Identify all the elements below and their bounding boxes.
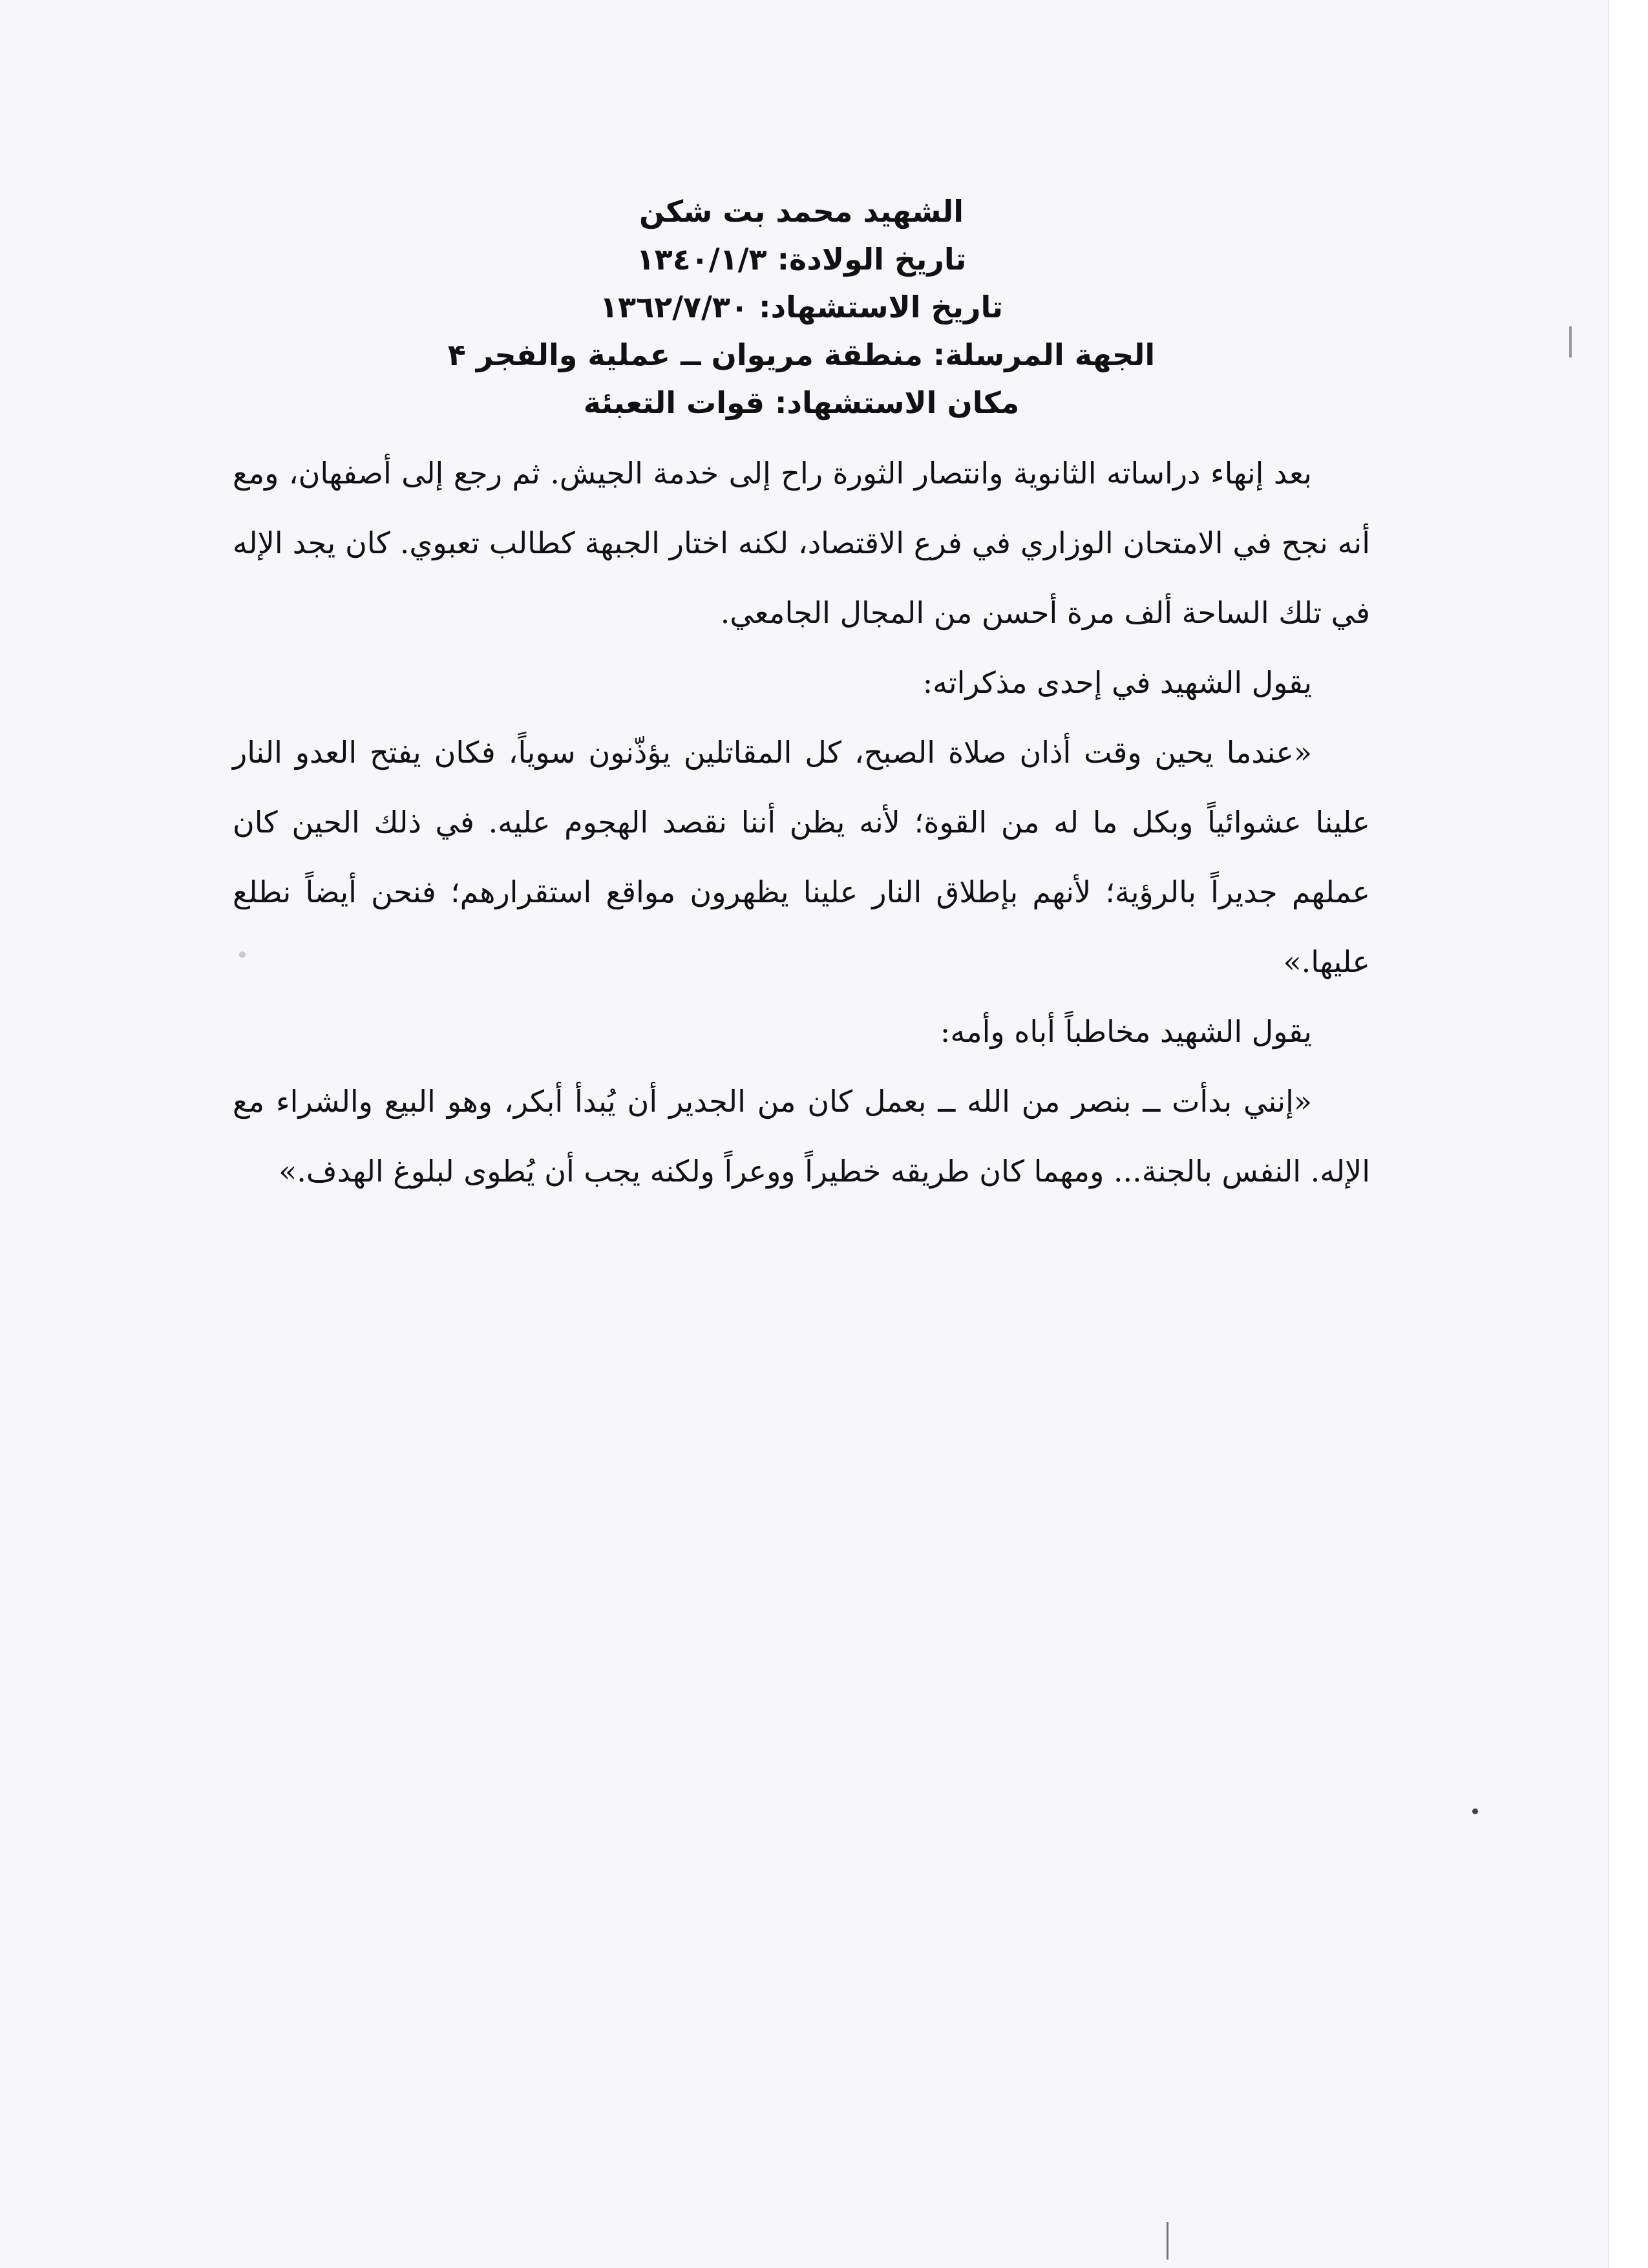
dispatching-party: الجهة المرسلة: منطقة مريوان ــ عملية والفجر ۴: [447, 337, 1156, 372]
parents-intro: يقول الشهيد مخاطباً أباه وأمه:: [940, 1014, 1312, 1049]
scanner-edge: [1608, 0, 1648, 2268]
martyrdom-place: مكان الاستشهاد: قوات التعبئة: [583, 385, 1020, 420]
birth-date: تاريخ الولادة: ١٣٤٠/١/٣: [636, 242, 967, 277]
scan-mark-right: [1569, 326, 1572, 357]
parents-quote: «إنني بدأت ــ بنصر من الله ــ بعمل كان من الجدير أن يُبدأ أبكر، وهو البيع والشراء مع الإله. النفس بالجنة... ومهما كان طريقه خطيراً ووعراً ولكنه يجب أن يُطوى لبلوغ الهدف.»: [233, 1084, 1370, 1189]
document-body: [233, 187, 1370, 1206]
header-block: [233, 187, 1370, 427]
memoir-quote: «عندما يحين وقت أذان صلاة الصبح، كل المقاتلين يؤذّنون سوياً، فكان يفتح العدو النار علينا عشوائياً وبكل ما له من القوة؛ لأنه يظن أننا نقصد الهجوم عليه. في ذلك الحين كان عملهم جديراً بالرؤية؛ لأنهم بإطلاق النار علينا يظهرون مواقع استقرارهم؛ فنحن أيضاً نطلع عليها.»: [233, 735, 1370, 979]
scan-speck: [1472, 1808, 1478, 1814]
martyr-name-title: الشهيد محمد بت شكن: [639, 194, 964, 229]
memoir-intro: يقول الشهيد في إحدى مذكراته:: [922, 665, 1312, 700]
biography-paragraph: بعد إنهاء دراساته الثانوية وانتصار الثورة راح إلى خدمة الجيش. ثم رجع إلى أصفهان، ومع أنه نجح في الامتحان الوزاري في فرع الاقتصاد، لكنه اختار الجبهة كطالب تعبوي. كان يجد الإله في تلك الساحة ألف مرة أحسن من المجال الجامعي.: [233, 456, 1370, 630]
scan-mark-bottom: [1167, 2222, 1168, 2260]
martyrdom-date: تاريخ الاستشهاد: ١٣٦٢/٧/٣٠: [599, 290, 1004, 324]
